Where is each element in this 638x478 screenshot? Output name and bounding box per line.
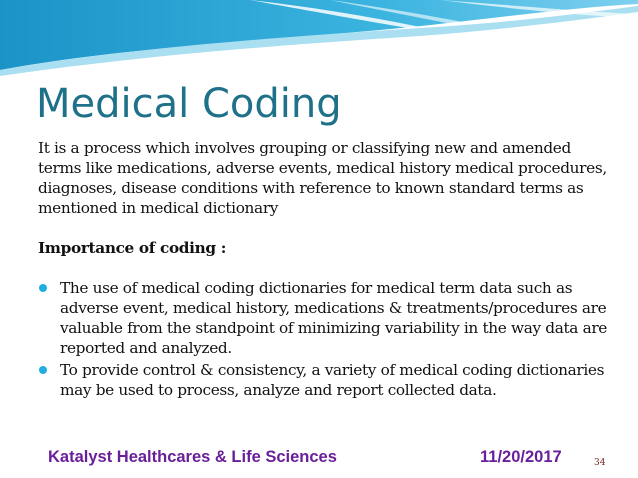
importance-heading: Importance of coding : <box>38 239 226 257</box>
header-wave-decoration <box>0 0 638 80</box>
page-number: 34 <box>594 458 606 468</box>
bullet-text: To provide control & consistency, a variety of medical coding dictionaries may be used to process, analyze and report collected data. <box>60 361 605 399</box>
intro-paragraph: It is a process which involves grouping or classifying new and amended terms like medications, adverse events, medical history medical procedures, diagnoses, disease conditions with reference to known standard terms as mentioned in medical dictionary <box>38 139 607 217</box>
footer-date: 11/20/2017 <box>480 448 562 466</box>
bullet-dot-icon <box>39 284 47 292</box>
slide-title: Medical Coding <box>36 81 342 127</box>
bullet-list <box>38 278 608 400</box>
slide-body <box>38 138 608 402</box>
bullet-text: The use of medical coding dictionaries for medical term data such as adverse event, medical history, medications & treatments/procedures are valuable from the standpoint of minimizing variability in the way data are reported and analyzed. <box>60 279 608 357</box>
bullet-item <box>38 278 608 358</box>
bullet-dot-icon <box>39 366 47 374</box>
bullet-item <box>38 360 608 400</box>
footer-company: Katalyst Healthcares & Life Sciences <box>48 448 337 466</box>
